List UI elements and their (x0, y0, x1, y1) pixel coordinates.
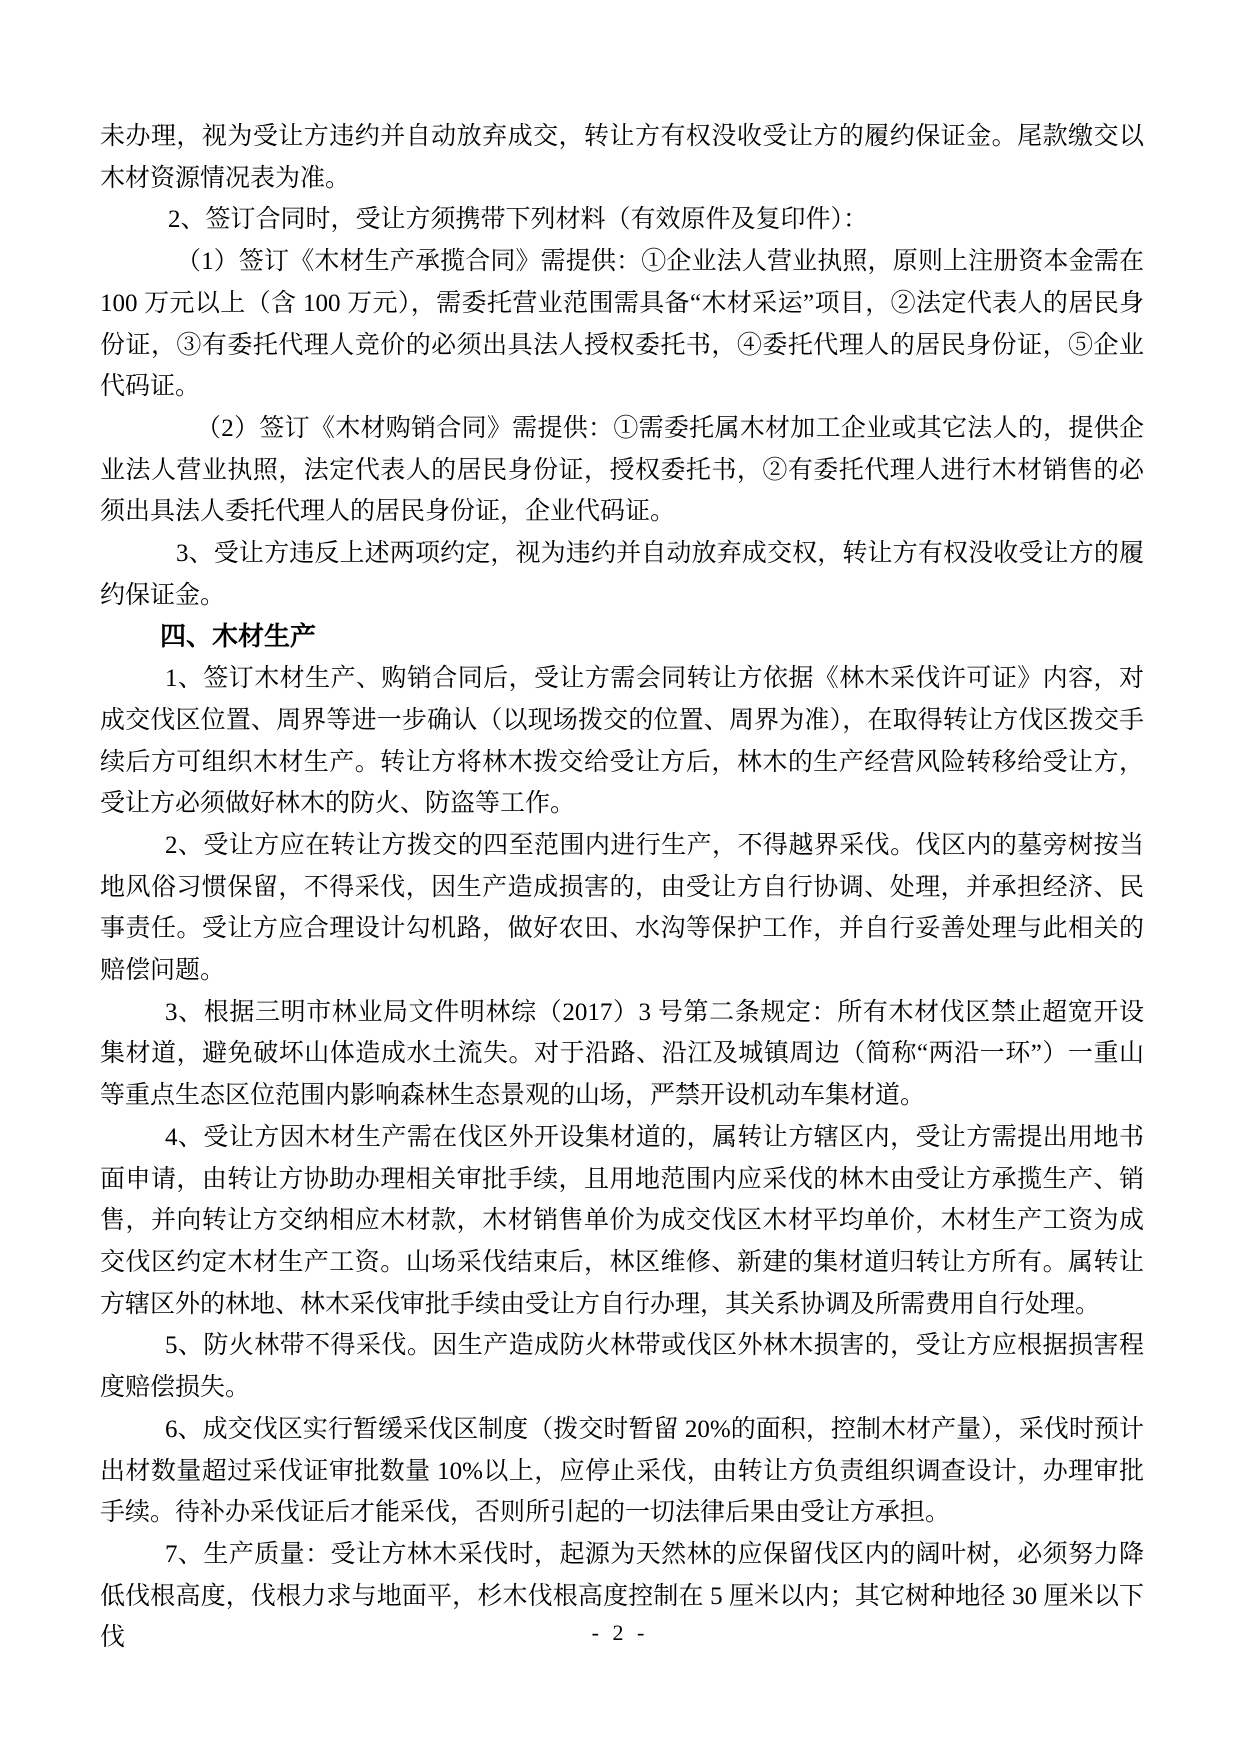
paragraph-12: 7、生产质量：受让方林木采伐时，起源为天然林的应保留伐区内的阔叶树，必须努力降低伐根高度，伐根力求与地面平，杉木伐根高度控制在 5 厘米以内；其它树种地径 30 厘米以下伐 (100, 1540, 1144, 1652)
document-body (100, 116, 1144, 1659)
paragraph-9: 4、受让方因木材生产需在伐区外开设集材道的，属转让方辖区内，受让方需提出用地书面申请，由转让方协助办理相关审批手续，且用地范围内应采伐的林木由受让方承揽生产、销售，并向转让方交纳相应木材款，木材销售单价为成交伐区木材平均单价，木材生产工资为成交伐区约定木材生产工资。山场采伐结束后，林区维修、新建的集材道归转让方所有。属转让方辖区外的林地、林木采伐审批手续由受让方自行办理，其关系协调及所需费用自行处理。 (100, 1123, 1144, 1318)
paragraph-3: （2）签订《木材购销合同》需提供：①需委托属木材加工企业或其它法人的，提供企业法人营业执照，法定代表人的居民身份证，授权委托书，②有委托代理人进行木材销售的必须出具法人委托代理人的居民身份证，企业代码证。 (100, 414, 1144, 526)
paragraph-2: （1）签订《木材生产承揽合同》需提供：①企业法人营业执照，原则上注册资本金需在 100 万元以上（含 100 万元），需委托营业范围需具备“木材采运”项目，②法定代表人的居民身份证，③有委托代理人竞价的必须出具法人授权委托书，④委托代理人的居民身份证，⑤企业代码证。 (100, 248, 1144, 401)
page-number: - 2 - (591, 1620, 649, 1645)
paragraph-7: 2、受让方应在转让方拨交的四至范围内进行生产，不得越界采伐。伐区内的墓旁树按当地风俗习惯保留，不得采伐，因生产造成损害的，由受让方自行协调、处理，并承担经济、民事责任。受让方应合理设计勾机路，做好农田、水沟等保护工作，并自行妥善处理与此相关的赔偿问题。 (100, 831, 1144, 985)
paragraph-0: 未办理，视为受让方违约并自动放弃成交，转让方有权没收受让方的履约保证金。尾款缴交以木材资源情况表为准。 (100, 123, 1144, 192)
section-heading: 四、木材生产 (160, 621, 317, 652)
paragraph-1: 2、签订合同时，受让方须携带下列材料（有效原件及复印件）： (168, 206, 869, 234)
paragraph-6: 1、签订木材生产、购销合同后，受让方需会同转让方依据《林木采伐许可证》内容，对成交伐区位置、周界等进一步确认（以现场拨交的位置、周界为准），在取得转让方伐区拨交手续后方可组织木材生产。转让方将林木拨交给受让方后，林木的生产经营风险转移给受让方，受让方必须做好林木的防火、防盗等工作。 (100, 665, 1144, 818)
paragraph-11: 6、成交伐区实行暂缓采伐区制度（拨交时暂留 20%的面积，控制木材产量），采伐时预计出材数量超过采伐证审批数量 10%以上，应停止采伐，由转让方负责组织调查设计，办理审批手续。待补办采伐证后才能采伐，否则所引起的一切法律后果由受让方承担。 (100, 1415, 1144, 1527)
paragraph-4: 3、受让方违反上述两项约定，视为违约并自动放弃成交权，转让方有权没收受让方的履约保证金。 (100, 540, 1144, 609)
paragraph-8: 3、根据三明市林业局文件明林综（2017）3 号第二条规定：所有木材伐区禁止超宽开设集材道，避免破坏山体造成水土流失。对于沿路、沿江及城镇周边（简称“两沿一环”）一重山等重点生态区位范围内影响森林生态景观的山场，严禁开设机动车集材道。 (100, 998, 1144, 1110)
paragraph-10: 5、防火林带不得采伐。因生产造成防火林带或伐区外林木损害的，受让方应根据损害程度赔偿损失。 (100, 1332, 1144, 1402)
